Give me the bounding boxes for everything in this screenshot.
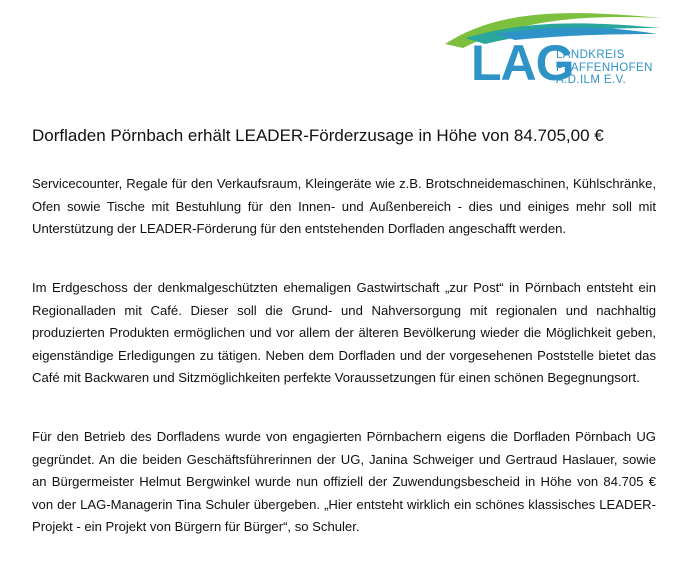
logo-line-2: PFAFFENHOFEN	[556, 61, 653, 74]
logo-acronym: LAG	[471, 35, 574, 91]
logo-line-1: LANDKREIS	[556, 49, 625, 61]
paragraph-funding-handover: Für den Betrieb des Dorfladens wurde von engagierten Pörnbachern eigens die Dorfladen Pörnbach UG gegründet. An die beiden Geschäftsführerinnen der UG, Janina Schweiger und Gertraud Haslauer, sowie an Bürgermeister Helmut Bergwinkel wurde nun offiziell der Zuwendungsbescheid in Höhe von 84.705 € von der LAG-Managerin Tina Schuler übergeben. „Hier entsteht wirklich ein schönes klassisches LEADER-Projekt - ein Projekt von Bürgern für Bürger“, so Schuler.	[32, 429, 656, 535]
lag-logo	[425, 4, 665, 90]
logo-subtitle	[556, 49, 653, 87]
paragraph-regional-shop: Im Erdgeschoss der denkmalgeschützten ehemaligen Gastwirtschaft „zur Post“ in Pörnbach entsteht ein Regionalladen mit Café. Dieser soll die Grund- und Nahversorgung mit regionalen und nachhaltig produzierten Produkten ermöglichen und vor allem der älteren Bevölkerung wieder die Möglichkeit geben, eigenständige Erledigungen zu tätigen. Neben dem Dorfladen und der vorgesehenen Poststelle bietet das Café mit Backwaren und Sitzmöglichkeiten perfekte Voraussetzungen für einen schönen Begegnungsort.	[32, 280, 656, 386]
logo-line-3: A.D.ILM E.V.	[556, 74, 627, 86]
document-title: Dorfladen Pörnbach erhält LEADER-Förderzusage in Höhe von 84.705,00 €	[32, 126, 604, 145]
paragraph-equipment: Servicecounter, Regale für den Verkaufsraum, Kleingeräte wie z.B. Brotschneidemaschinen, Kühlschränke, Ofen sowie Tische mit Bestuhlung für den Innen- und Außenbereich - dies und einiges mehr soll mit Unterstützung der LEADER-Förderung für den entstehenden Dorfladen angeschafft werden.	[32, 176, 656, 237]
